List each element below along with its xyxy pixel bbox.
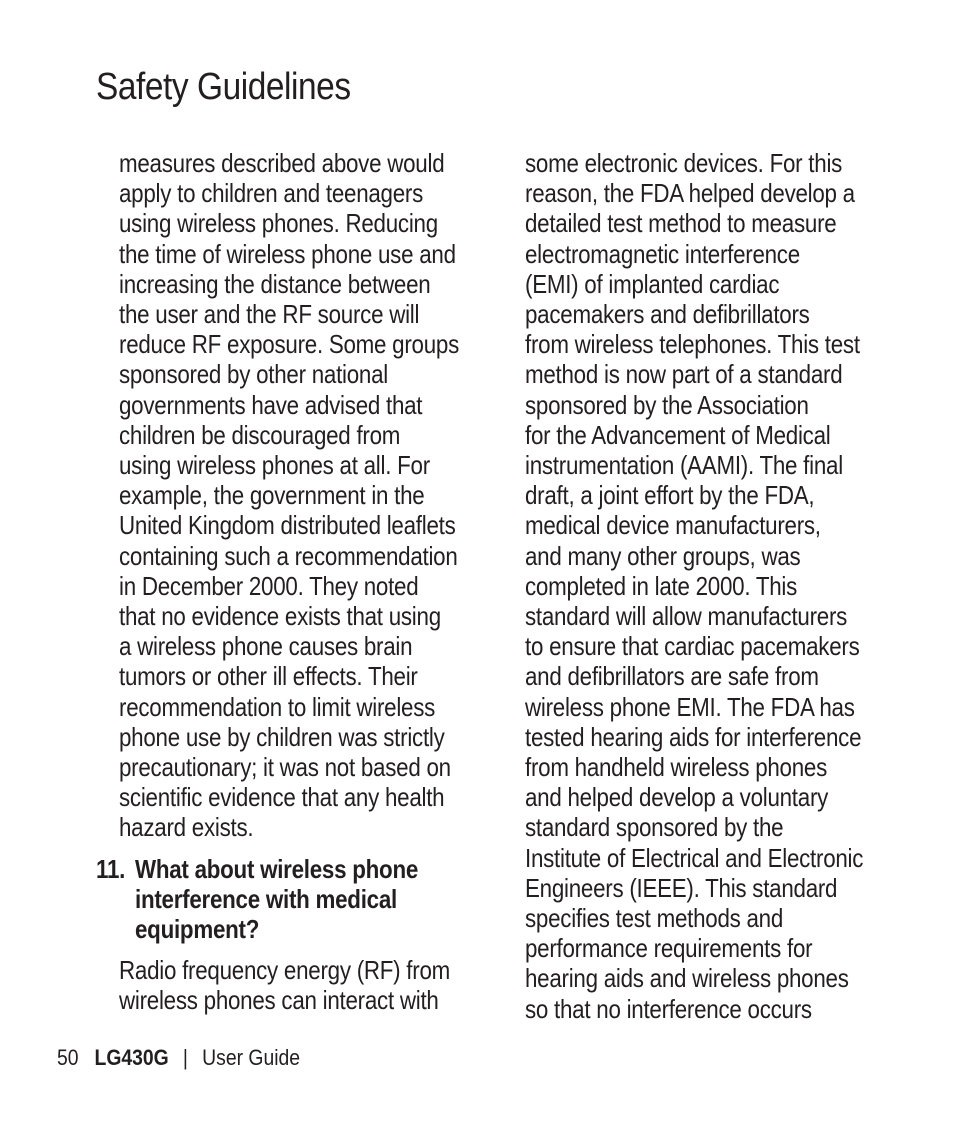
text-line: to ensure that cardiac pacemakers (525, 631, 860, 662)
text-line: a wireless phone causes brain (119, 631, 413, 662)
page-footer (57, 1044, 300, 1072)
text-line: United Kingdom distributed leaflets (119, 510, 456, 541)
text-line: standard will allow manufacturers (525, 601, 848, 632)
text-line: containing such a recommendation (119, 540, 458, 571)
page-title: Safety Guidelines (96, 66, 351, 108)
model-name: LG430G (94, 1045, 169, 1070)
text-line: from handheld wireless phones (525, 752, 828, 783)
text-line: the user and the RF source will (119, 299, 420, 330)
text-line: electromagnetic interference (525, 238, 800, 269)
text-line: using wireless phones at all. For (119, 450, 430, 481)
body-text-right-column (525, 148, 905, 1024)
text-line: tested hearing aids for interference (525, 721, 862, 752)
text-line: sponsored by the Association (525, 389, 809, 420)
text-line: measures described above would (119, 148, 445, 178)
text-line: from wireless telephones. This test (525, 329, 860, 360)
text-line: medical device manufacturers, (525, 510, 821, 541)
text-line: Radio frequency energy (RF) from (119, 955, 451, 985)
guide-label: User Guide (202, 1045, 301, 1070)
question-heading (96, 854, 496, 945)
text-line: method is now part of a standard (525, 359, 843, 390)
text-line: that no evidence exists that using (119, 601, 441, 632)
text-line: and many other groups, was (525, 540, 801, 571)
text-line: increasing the distance between (119, 268, 431, 299)
text-line: instrumentation (AAMI). The final (525, 450, 843, 481)
text-line: so that no interference occurs (525, 993, 812, 1024)
text-line: wireless phones can interact with (119, 985, 439, 1016)
answer-text (119, 955, 499, 1015)
text-line: Engineers (IEEE). This standard (525, 872, 838, 903)
text-line: scientific evidence that any health (119, 782, 445, 813)
question-line: equipment? (135, 914, 260, 945)
text-line: pacemakers and defibrillators (525, 299, 810, 330)
text-line: and defibrillators are safe from (525, 661, 819, 692)
text-line: phone use by children was strictly (119, 721, 445, 752)
text-line: the time of wireless phone use and (119, 238, 456, 269)
question-number: 11. (96, 854, 126, 884)
text-line: hazard exists. (119, 812, 254, 843)
text-line: and helped develop a voluntary (525, 782, 829, 813)
text-line: recommendation to limit wireless (119, 691, 436, 722)
text-line: wireless phone EMI. The FDA has (525, 691, 855, 722)
text-line: precautionary; it was not based on (119, 752, 451, 783)
text-line: detailed test method to measure (525, 208, 837, 239)
page-number: 50 (57, 1045, 79, 1070)
text-line: specifies test methods and (525, 903, 784, 934)
text-line: apply to children and teenagers (119, 178, 424, 209)
text-line: sponsored by other national (119, 359, 389, 390)
text-line: completed in late 2000. This (525, 570, 798, 601)
body-text-left-column (119, 148, 499, 843)
text-line: tumors or other ill effects. Their (119, 661, 418, 692)
text-line: draft, a joint effort by the FDA, (525, 480, 815, 511)
text-line: performance requirements for (525, 933, 813, 964)
text-line: standard sponsored by the (525, 812, 784, 843)
text-line: some electronic devices. For this (525, 148, 843, 178)
text-line: in December 2000. They noted (119, 570, 419, 601)
text-line: example, the government in the (119, 480, 425, 511)
footer-separator: | (182, 1045, 188, 1070)
text-line: hearing aids and wireless phones (525, 963, 849, 994)
text-line: (EMI) of implanted cardiac (525, 268, 780, 299)
text-line: Institute of Electrical and Electronic (525, 842, 864, 873)
question-line: interference with medical (135, 884, 397, 915)
text-line: using wireless phones. Reducing (119, 208, 438, 239)
question-line: What about wireless phone (135, 854, 419, 884)
text-line: governments have advised that (119, 389, 423, 420)
text-line: for the Advancement of Medical (525, 419, 831, 450)
text-line: children be discouraged from (119, 419, 401, 450)
text-line: reduce RF exposure. Some groups (119, 329, 460, 360)
text-line: reason, the FDA helped develop a (525, 178, 855, 209)
